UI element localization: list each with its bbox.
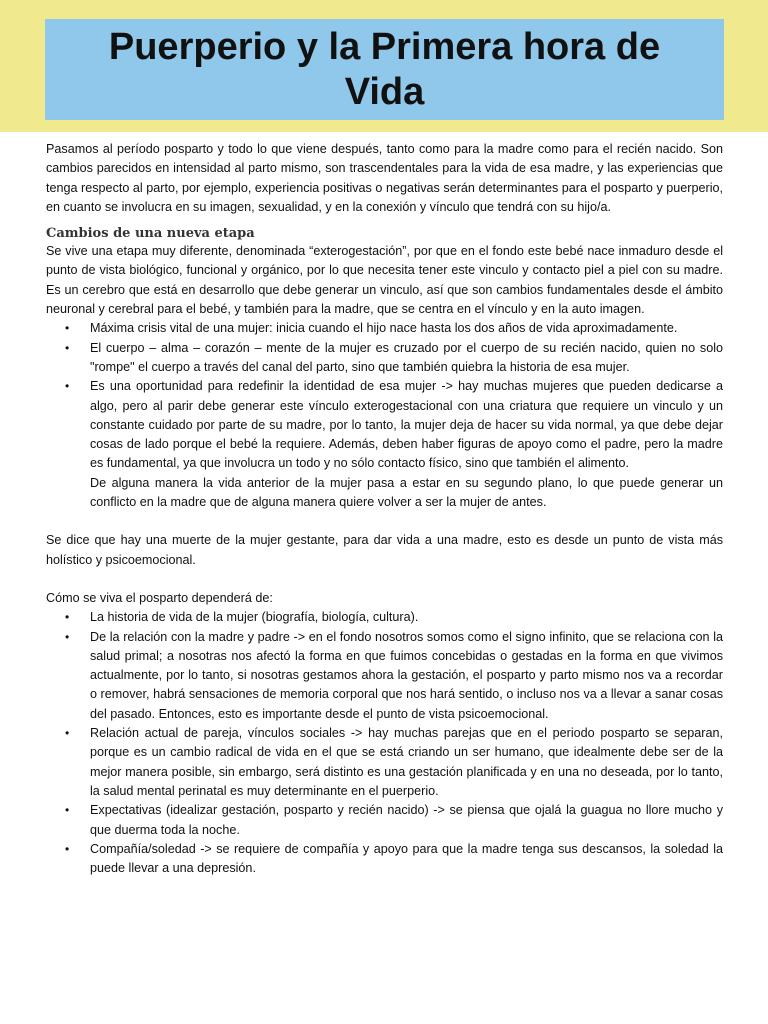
list-item <box>46 319 723 338</box>
list-item <box>46 377 723 473</box>
bullet-icon: • <box>65 629 70 644</box>
spacer <box>46 512 723 531</box>
list-item <box>46 628 723 724</box>
list-item <box>46 339 723 378</box>
list-item-text: Compañía/soledad -> se requiere de compañía y apoyo para que la madre tenga sus descansos, la soledad la puede llevar a una depresión. <box>90 841 723 876</box>
page-title: Puerperio y la Primera hora de Vida <box>108 25 661 113</box>
list-item <box>46 724 723 801</box>
bullet-icon: • <box>65 726 70 741</box>
bullet-icon: • <box>65 321 70 336</box>
bullet-continuation: De alguna manera la vida anterior de la mujer pasa a estar en su segundo plano, lo que puede generar un conflicto en la madre que de alguna manera quiere volver a ser la mujer de antes. <box>90 475 723 510</box>
list-item <box>46 840 723 879</box>
postpartum-intro: Cómo se viva el posparto dependerá de: <box>46 590 273 605</box>
death-paragraph: Se dice que hay una muerte de la mujer gestante, para dar vida a una madre, esto es desde un punto de vista más holístico y psicoemocional. <box>46 533 723 567</box>
bullet-icon: • <box>65 841 70 856</box>
document-body <box>46 140 723 878</box>
bullet-icon: • <box>65 379 70 394</box>
bullet-list-2 <box>46 608 723 878</box>
list-item-text: Expectativas (idealizar gestación, posparto y recién nacido) -> se piensa que ojalá la guagua no llore mucho y que duerma toda la noche. <box>90 803 723 837</box>
intro-paragraph: Pasamos al período posparto y todo lo que viene después, tanto como para la madre como para el recién nacido. Son cambios parecidos en intensidad al parto mismo, son trascendentales para la vida de esa madre, y las experiencias que tenga respecto al parto, por ejemplo, experiencia positivas o negativas serán determinantes para el posparto y puerperio, en cuanto se involucra en su imagen, sexualidad, y en la conexión y vínculo que tendrá con su hijo/a. <box>46 142 723 214</box>
list-item-text: La historia de vida de la mujer (biografía, biología, cultura). <box>90 610 419 625</box>
bullet-icon: • <box>65 610 70 625</box>
list-item-text: Máxima crisis vital de una mujer: inicia cuando el hijo nace hasta los dos años de vida aproximadamente. <box>90 321 678 336</box>
list-item-text: Relación actual de pareja, vínculos sociales -> hay muchas parejas que en el periodo posparto se separan, porque es un cambio radical de vida en el que se está criando un ser humano, que idealmente debe ser de la mejor manera posible, sin embargo, será distinto es una gestación planificada y en una no deseada, por lo tanto, la salud mental perinatal es muy determinante en el puerperio. <box>90 726 723 798</box>
bullet-list-1 <box>46 319 723 473</box>
spacer <box>46 570 723 589</box>
bullet-icon: • <box>65 803 70 818</box>
section-paragraph: Se vive una etapa muy diferente, denominada “exterogestación”, por que en el fondo este bebé nace inmaduro desde el punto de vista biológico, funcional y orgánico, por lo que necesita tener este vinculo y contacto piel a piel con su madre. Es un cerebro que está en desarrollo que debe generar un vinculo, así que son cambios fundamentales desde el ámbito neuronal y cerebral para el bebé, y también para la madre, que se centra en el vínculo y en la auto imagen. <box>46 244 723 317</box>
section-heading: Cambios de una nueva etapa <box>46 226 255 242</box>
list-item-text: Es una oportunidad para redefinir la identidad de esa mujer -> hay muchas mujeres que pueden dedicarse a algo, pero al parir debe generar este vínculo exterogestacional con una criatura que requiere un vinculo y un constante cuidado por parte de su madre, por lo tanto, la mujer deja de hacer su vida normal, ya que debe dejar cosas de lado porque el bebé la requiere. Además, deben haber figuras de apoyo como el padre, pero la madre es fundamental, ya que involucra un todo y no sólo contacto físico, sino que también el alimento. <box>90 379 723 471</box>
list-item-text: De la relación con la madre y padre -> en el fondo nosotros somos como el signo infinito, que se relaciona con la salud primal; a nosotras nos afectó la forma en que fuimos concebidas o gestadas en la forma en que vivimos actualmente, por lo tanto, si nosotras gestamos ahora la gestación, el posparto y parto mismo nos va a recordar o remover, habrá sensaciones de memoria corporal que nos hará sentido, o incluso nos va a llevar a sanar cosas del pasado. Entonces, esto es importante desde el punto de vista psicoemocional. <box>90 629 723 721</box>
list-item-text: El cuerpo – alma – corazón – mente de la mujer es cruzado por el cuerpo de su recién nacido, quien no solo "rompe" el cuerpo a través del canal del parto, sino que también quiebra la historia de esa mujer. <box>90 340 723 374</box>
list-item <box>46 801 723 840</box>
bullet-icon: • <box>65 340 70 355</box>
header-banner <box>0 0 768 132</box>
list-item <box>46 608 723 627</box>
title-box <box>45 19 724 120</box>
